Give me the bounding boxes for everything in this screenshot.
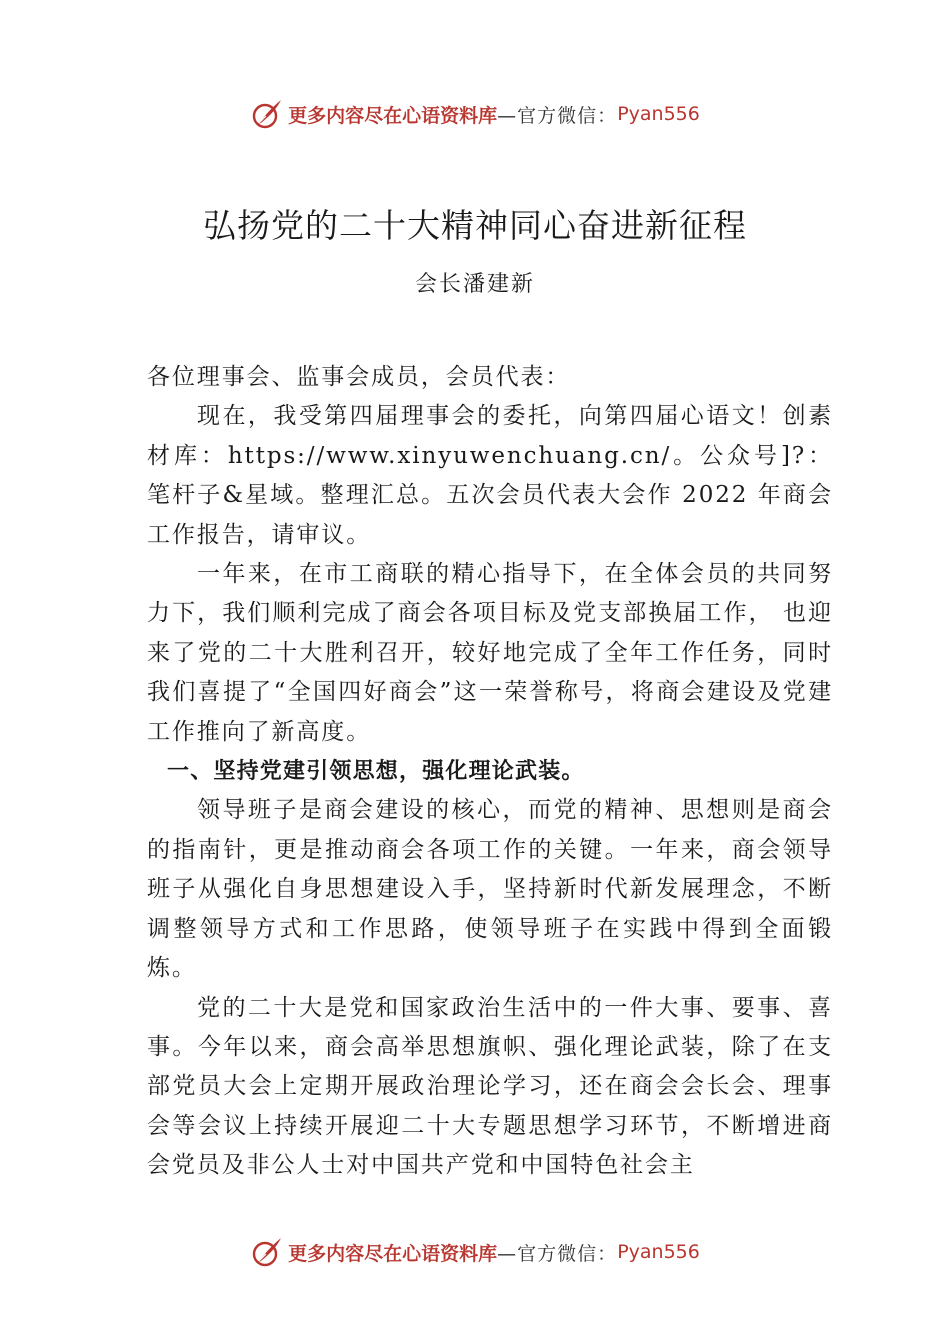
document-author: 会长潘建新 — [414, 272, 535, 297]
banner-brand-text: 更多内容尽在心语资料库 — [288, 1242, 498, 1265]
banner-account-text: Pyan556 — [617, 1241, 700, 1263]
banner-brand-text: 更多内容尽在心语资料库 — [288, 104, 498, 127]
banner-separator-text: —官方微信： — [497, 104, 618, 127]
quill-logo-icon — [250, 1235, 284, 1269]
footer-watermark-banner — [0, 1232, 950, 1272]
banner-account-text: Pyan556 — [617, 103, 700, 125]
body-paragraph: 领导班子是商会建设的核心，而党的精神、思想则是商会的指南针，更是推动商会各项工作的关键。一年来，商会领导班子从强化自身思想建设入手，坚持新时代新发展理念，不断调整领导方式和工作思路，使领导班子在实践中得到全面锻炼。 — [147, 797, 833, 982]
header-watermark-banner — [0, 94, 950, 134]
body-paragraph: 一年来，在市工商联的精心指导下，在全体会员的共同努力下，我们顺利完成了商会各项目标及党支部换届工作， 也迎来了党的二十大胜利召开，较好地完成了全年工作任务，同时我们喜提了“全国四好商会”这一荣誉称号，将商会建设及党建工作推向了新高度。 — [147, 561, 833, 745]
banner-separator-text: —官方微信： — [497, 1242, 618, 1265]
quill-logo-icon — [250, 97, 284, 131]
body-paragraph: 党的二十大是党和国家政治生活中的一件大事、要事、喜事。今年以来，商会高举思想旗帜、强化理论武装，除了在支部党员大会上定期开展政治理论学习，还在商会会长会、理事会等会议上持续开展迎二十大专题思想学习环节，不断增进商会党员及非公人士对中国共产党和中国特色社会主 — [147, 994, 833, 1179]
section-heading: 一、坚持党建引领思想，强化理论武装。 — [167, 759, 585, 785]
body-paragraph: 现在，我受第四届理事会的委托，向第四届心语文！创素材库：https://www.xinyuwenchuang.cn/。公众号]?：笔杆子&星域。整理汇总。五次会员代表大会作 2022 年商会工作报告，请审议。 — [147, 403, 833, 548]
document-body — [147, 358, 833, 1186]
document-title: 弘扬党的二十大精神同心奋进新征程 — [203, 206, 747, 245]
salutation: 各位理事会、监事会成员，会员代表： — [147, 364, 571, 390]
